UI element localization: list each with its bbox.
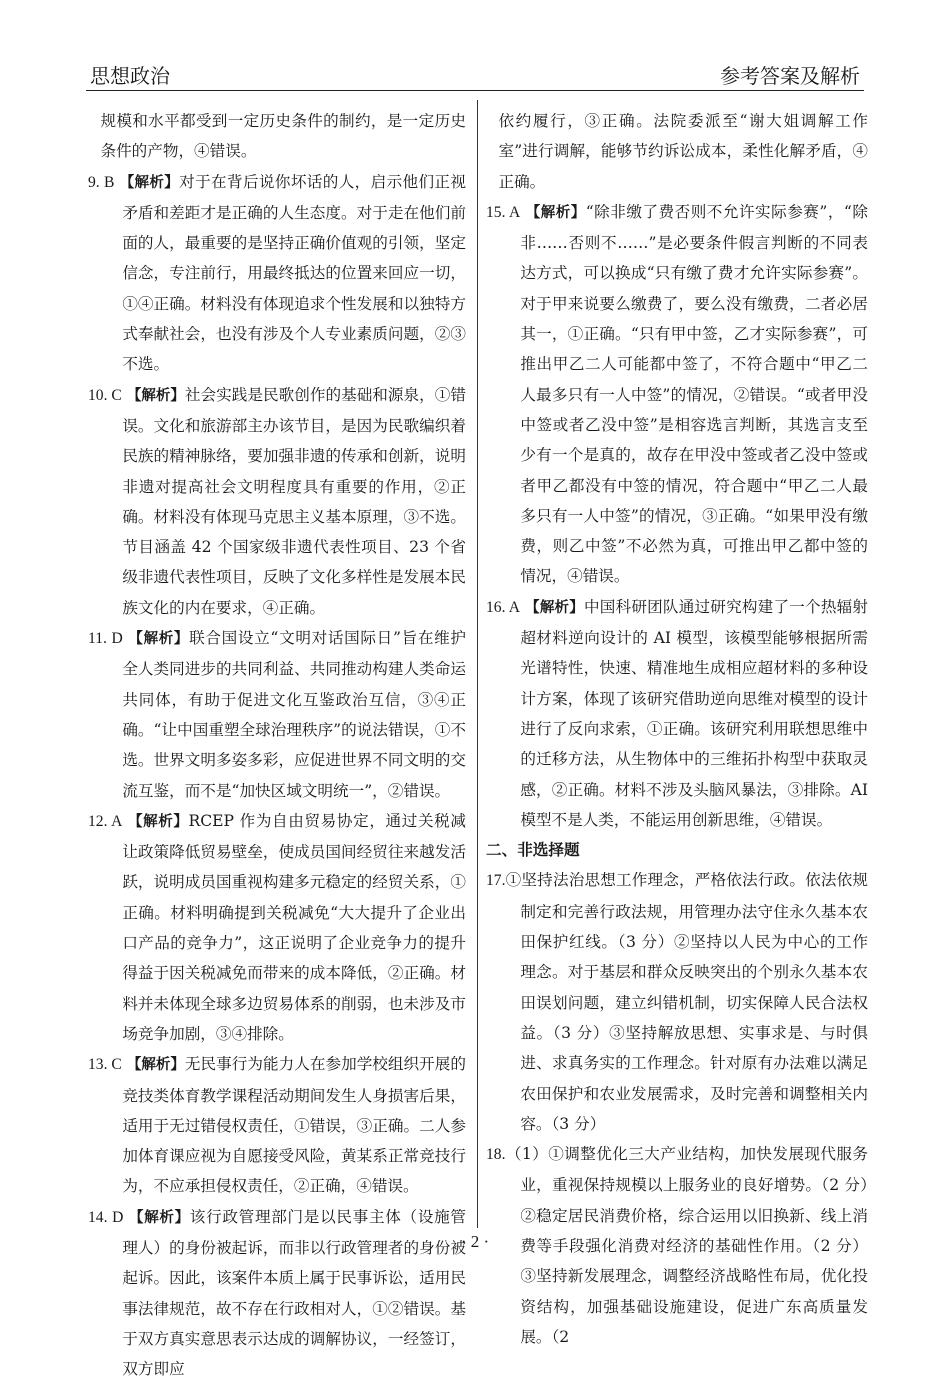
item-label: 14. D <box>88 1208 124 1226</box>
page-header <box>86 56 864 91</box>
continuation-text: 规模和水平都受到一定历史条件的制约，是一定历史条件的产物，④错误。 <box>100 112 466 161</box>
analysis-tag: 【解析】 <box>128 631 190 648</box>
answer-item-14 <box>88 1202 466 1384</box>
column-divider <box>477 100 478 1228</box>
item-label: 11. D <box>88 630 123 648</box>
analysis-tag: 【解析】 <box>525 599 584 616</box>
item-label: 12. A <box>88 812 123 830</box>
analysis-tag: 【解析】 <box>126 1057 185 1074</box>
analysis-tag: 【解析】 <box>525 204 586 221</box>
answer-item-17 <box>486 865 868 1139</box>
section-title: 参考答案及解析 <box>720 64 860 88</box>
continuation-text: 依约履行，③正确。法院委派至“谢大姐调解工作室”进行调解，能够节约诉讼成本，柔性化解矛盾，④正确。 <box>498 112 868 191</box>
item-label: 13. C <box>88 1056 122 1074</box>
item-text: 该行政管理部门是以民事主体（设施管理人）的身份被起诉，而非以行政管理者的身份被起诉。因此，该案件本质上属于民事诉讼，适用民事法律规范，故不存在行政相对人，①②错误。基于双方真实意思表示达成的调解协议，一经签订，双方即应 <box>122 1207 466 1379</box>
item-label: 16. A <box>486 598 520 616</box>
item-text: ①坚持法治思想工作理念，严格依法行政。依法依规制定和完善行政法规，用管理办法守住永久基本农田保护红线。（3 分）②坚持以人民为中心的工作理念。对于基层和群众反映突出的个别永久基本农田误划问题，建立纠错机制，切实保障人民合法权益。（3 分）③坚持解放思想、实事求是、与时俱进、求真务实的工作理念。针对原有办法难以满足农田保护和农业发展需求，及时完善和调整相关内容。（3 分） <box>505 871 868 1133</box>
analysis-tag: 【解析】 <box>119 174 180 191</box>
page-number: · 2 · <box>460 1232 490 1251</box>
answer-item-16 <box>486 592 868 835</box>
right-column <box>486 106 868 1352</box>
analysis-tag: 【解析】 <box>129 1209 190 1226</box>
item-text: 对于在背后说你坏话的人，启示他们正视矛盾和差距才是正确的人生态度。对于走在他们前面的人，最重要的是坚持正确价值观的引领，坚定信念，专注前行，用最终抵达的位置来回应一切，①④正确。材料没有体现追求个性发展和以独特方式奉献社会，也没有涉及个人专业素质问题，②③不选。 <box>122 172 466 374</box>
item-text: 联合国设立“文明对话国际日”旨在维护全人类同进步的共同利益、共同推动构建人类命运共同体，有助于促进文化互鉴政治互信，③④正确。“让中国重塑全球治理秩序”的说法错误，①不选。世界文明多姿多彩，应促进世界不同文明的交流互鉴，而不是“加快区域文明统一”，②错误。 <box>122 629 466 800</box>
item-label: 15. A <box>486 203 521 221</box>
item-text: （1）①调整优化三大产业结构，加快发展现代服务业，重视保持规模以上服务业的良好增势。（2 分）②稳定居民消费价格，综合运用以旧换新、线上消费等手段强化消费对经济的基础性作用。（2 分）③坚持新发展理念，调整经济战略性布局，优化投资结构，加强基础设施建设，促进广东高质量发展。（2 <box>505 1145 868 1346</box>
item-text: 社会实践是民歌创作的基础和源泉，①错误。文化和旅游部主办该节目，是因为民歌编织着民族的精神脉络，要加强非遗的传承和创新，说明非遗对提高社会文明程度具有重要的作用，②正确。材料没有体现马克思主义基本原理，③不选。节目涵盖 42 个国家级非遗代表性项目、23 个省级非遗代表性项目，反映了文化多样性是发展本民族文化的内在要求，④正确。 <box>122 385 466 617</box>
item-label: 18. <box>486 1146 506 1164</box>
section-heading: 二、非选择题 <box>486 841 580 860</box>
item-text: RCEP 作为自由贸易协定，通过关税减让政策降低贸易壁垒，使成员国间经贸往来越发活跃，说明成员国重视构建多元稳定的经贸关系，①正确。材料明确提到关税减免“大大提升了企业出口产品的竞争力”，这正说明了企业竞争力的提升得益于因关税减免而带来的成本降低，②正确。材料并未体现全球多边贸易体系的削弱，也未涉及市场竞争加剧，③④排除。 <box>122 811 466 1043</box>
item-text: 中国科研团队通过研究构建了一个热辐射超材料逆向设计的 AI 模型，该模型能够根据所需光谱特性，快速、精准地生成相应超材料的多种设计方案，体现了该研究借助逆向思维对模型的设计进行了反向求索，①正确。该研究利用联想思维中的迁移方法，从生物体中的三维拓扑构型中获取灵感，②正确。材料不涉及头脑风暴法，③排除。AI 模型不是人类，不能运用创新思维，④错误。 <box>520 597 868 829</box>
left-column <box>88 106 466 1384</box>
item-label: 10. C <box>88 386 122 404</box>
item-label: 17. <box>486 872 506 890</box>
item-label: 9. B <box>88 173 115 191</box>
answer-item-13 <box>88 1049 466 1201</box>
item-text: “除非缴了费否则不允许实际参赛”，“除非……否则不……”是必要条件假言判断的不同表达方式，可以换成“只有缴了费才允许实际参赛”。对于甲来说要么缴费了，要么没有缴费，二者必居其一，①正确。“只有甲中签，乙才实际参赛”，可推出甲乙二人可能都中签了，不符合题中“甲乙二人最多只有一人中签”的情况，②错误。“或者甲没中签或者乙没中签”是相容选言判断，其选言支至少有一个是真的，故存在甲没中签或者乙没中签或者甲乙都没有中签的情况，符合题中“甲乙二人最多只有一人中签”的情况，③正确。“如果甲没有缴费，则乙中签”不必然为真，可推出甲乙都中签的情况，④错误。 <box>520 202 868 586</box>
item-text: 无民事行为能力人在参加学校组织开展的竞技类体育教学课程活动期间发生人身损害后果，适用于无过错侵权责任，①错误，③正确。二人参加体育课应视为自愿接受风险，黄某系正常竞技行为，不应承担侵权责任，②正确，④错误。 <box>122 1055 466 1196</box>
analysis-tag: 【解析】 <box>128 813 189 830</box>
answer-item-10 <box>88 380 466 623</box>
answer-item-9 <box>88 167 466 380</box>
subject-title: 思想政治 <box>90 64 170 88</box>
analysis-tag: 【解析】 <box>126 387 185 404</box>
answer-item-11 <box>88 623 466 806</box>
answer-item-12 <box>88 806 466 1049</box>
answer-item-15 <box>486 197 868 592</box>
